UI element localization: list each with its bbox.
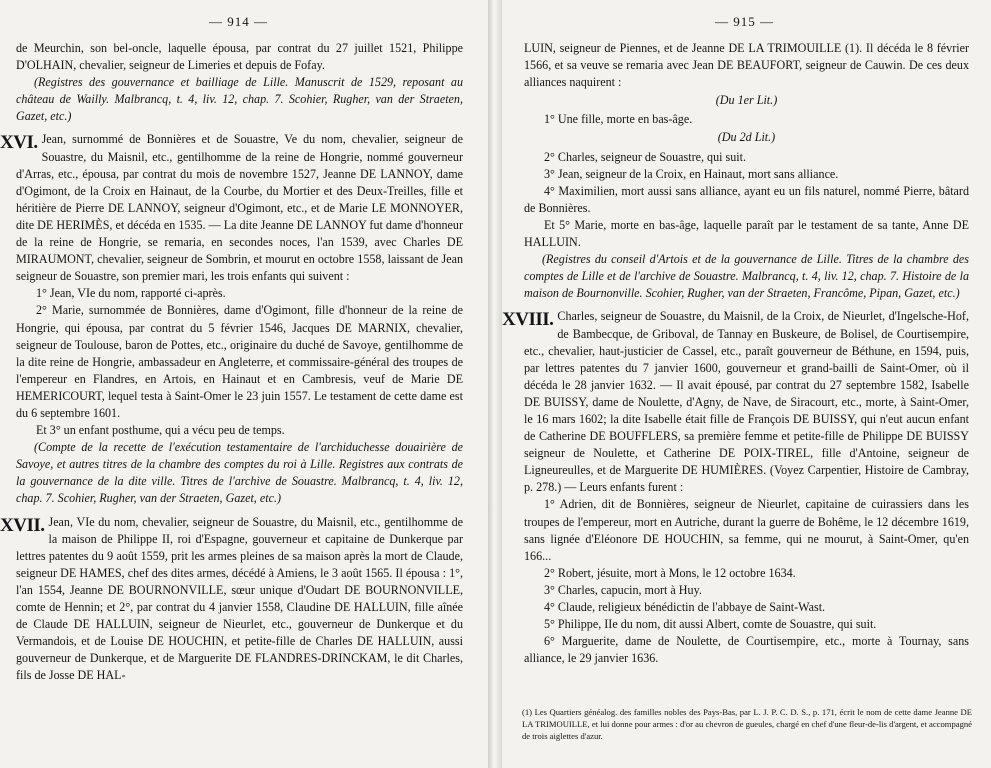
generation-number: XVIII. bbox=[502, 309, 554, 331]
section-heading: (Du 1er Lit.) bbox=[715, 93, 778, 108]
paragraph: 3° Jean, seigneur de la Croix, en Hainaut, mort sans alliance. bbox=[544, 166, 839, 181]
paragraph: 1° Jean, VIe du nom, rapporté ci-après. bbox=[36, 286, 226, 301]
paragraph: Et 5° Marie, morte en bas-âge, laquelle paraît par le testament de sa tante, Anne DE HALLUIN. bbox=[524, 217, 969, 250]
source-citation: (Registres du conseil d'Artois et de la gouvernance de Lille. Titres de la chambre des comptes de Lille et de l'archive de Souastre. Malbrancq, t. 4, liv. 12, chap. 7. Histoire de la maison de Bournonville. Scohier, Rugher, van der Straeten, Francôme, Pipan, Gazet, etc.) bbox=[524, 252, 969, 301]
footnote: (1) Les Quartiers généalog. des familles nobles des Pays-Bas, par L. J. P. C. D. S., p. 171, écrit le nom de cette dame Jeanne DE LA TRIMOUILLE, et lui donne pour armes : d'or au chevron de gueules, chargé en chef d'une fleur-de-lis d'argent, et accompagné de trois aiglettes d'azur. bbox=[522, 707, 972, 741]
paragraph: 1° Une fille, morte en bas-âge. bbox=[544, 112, 693, 127]
paragraph: Et 3° un enfant posthume, qui a vécu peu de temps. bbox=[36, 423, 285, 438]
paragraph: 1° Adrien, dit de Bonnières, seigneur de Nieurlet, capitaine de cuirassiers dans les troupes de l'empereur, mort en Autriche, durant la guerre de Bohême, le 12 décembre 1619, sans lignée d'Eléonore DE HOUCHIN, sa femme, qui ne mourut, à Saint-Omer, qu'en 166... bbox=[524, 497, 969, 563]
generation-entry bbox=[0, 514, 463, 685]
paragraph: 2° Marie, surnommée de Bonnières, dame d'Ogimont, fille d'honneur de la reine de Hongrie, qui épousa, par contrat du 5 février 1546, Jacques DE MARNIX, chevalier, seigneur de Toulouse, baron de Pottes, etc., originaire du duché de Savoye, gentilhomme de la dite reine de Hongrie, ambassadeur en Angleterre, et commissaire-général des troupes de l'empereur en Flandres, en Artois, en Hainaut et en Cambresis, veuf de Marie DE HEMERICOURT, lequel testa à Saint-Omer le 23 juin 1557. Le testament de cette dame est du 6 septembre 1601. bbox=[16, 303, 463, 420]
book-gutter bbox=[488, 0, 502, 768]
source-citation: (Registres des gouvernance et bailliage de Lille. Manuscrit de 1529, reposant au château de Wailly. Malbrancq, t. 4, liv. 12, chap. 7. Scohier, Rugher, van der Straeten, Gazet, etc.) bbox=[16, 75, 463, 124]
generation-number: XVI. bbox=[0, 132, 38, 154]
generation-number: XVII. bbox=[0, 514, 45, 536]
right-page bbox=[502, 0, 991, 768]
paragraph: Charles, seigneur de Souastre, du Maisnil, de la Croix, de Nieurlet, d'Ingelsche-Hof, de Bambecque, de Griboval, de Tannay en Buskeure, de Bolisel, de Courtisempire, etc., chevalier, haut-justicier de Cassel, etc., paraît gouverneur de Béthune, en 1594, puis, par lettres patentes du 7 janvier 1600, gouverneur et grand-bailli de Saint-Omer, où il décéda le 28 janvier 1632. — Il avait épousé, par contrat du 27 septembre 1582, Isabelle DE BUISSY, dame de Noulette, d'Agny, de Nave, de Siracourt, etc., morte, à Saint-Omer, le 16 mars 1602; la dite Isabelle était fille de François DE BUISSY, qui n'eut aucun enfant de Catherine DE BOUFFLERS, sa première femme et petite-fille de Philippe DE BUISSY seigneur de Noulette, et Catherine DE POIX-TIREL, fille d'Antoine, seigneur de Ligneureulles, et de Marguerite DE HUMIÈRES. (Voyez Carpentier, Histoire de Cambray, p. 278.) — Leurs enfants furent : bbox=[524, 309, 969, 495]
page-number: — 914 — bbox=[209, 14, 268, 29]
paragraph: 6° Marguerite, dame de Noulette, de Courtisempire, etc., morte à Tournay, sans alliance, le 29 janvier 1636. bbox=[524, 634, 969, 666]
paragraph: 2° Charles, seigneur de Souastre, qui suit. bbox=[544, 149, 746, 164]
paragraph: Jean, surnommé de Bonnières et de Souastre, Ve du nom, chevalier, seigneur de Souastre, du Maisnil, etc., gentilhomme de la reine de Hongrie, nommé gouverneur d'Arras, etc., épousa, par contrat du mois de novembre 1527, Jeanne DE LANNOY, dame d'Ogimont, de la Croix en Hainaut, de la Courbe, du Mortier et des Deux-Treilles, fille et héritière de Pierre DE LANNOY, seigneur d'Ogimont, etc., et de Marie LE MONNOYER, dite DE HERIMÈS, et décéda en 1535. — La dite Jeanne DE LANNOY fut dame d'honneur de la reine de Hongrie, se remaria, en secondes noces, l'an 1539, avec Charles DE MIRAUMONT, chevalier, seigneur de Sombrin, et mourut en octobre 1558, laissant de Jean seigneur de Souastre, son premier mari, les trois enfants qui suivent : bbox=[16, 132, 463, 284]
source-citation: (Compte de la recette de l'exécution testamentaire de l'archiduchesse douairière de Savoye, et autres titres de la chambre des comptes du roi à Lille. Registres aux contrats de la gouvernance de la dite ville. Titres de l'archive de Souastre. Malbrancq, t. 4, liv. 12, chap. 7. Scohier, Rugher, van der Straeten, Gazet, etc.) bbox=[16, 440, 463, 506]
page-body bbox=[502, 40, 969, 667]
generation-entry bbox=[502, 308, 969, 496]
page-body bbox=[0, 40, 463, 684]
page-number: — 915 — bbox=[715, 14, 774, 29]
paragraph: Jean, VIe du nom, chevalier, seigneur de Souastre, du Maisnil, etc., gentilhomme de la maison de Philippe II, roi d'Espagne, gouverneur et capitaine de Dunkerque par lettres patentes du 9 août 1559, prit les armes pleines de sa maison après la mort de Claude, seigneur DE HAMES, chef des dites armes, décédé à Amiens, le 3 août 1565. Il épousa : 1°, l'an 1554, Jeanne DE BOURNONVILLE, sœur unique d'Oudart DE BOURNONVILLE, comte de Hennin; et 2°, par contrat du 4 janvier 1558, Claudine DE HALLUIN, fille aînée de Claude DE HALLUIN, seigneur de Nieurlet, etc., gouverneur de Dunkerque et du Vermandois, et de Louise DE HOUCHIN, et petite-fille de Charles DE HALLUIN, aussi gouverneur de Dunkerque, et de Marguerite DE FLANDRES-DRINCKAM, le dit Charles, fils de Josse DE HAL- bbox=[16, 514, 463, 683]
paragraph: 2° Robert, jésuite, mort à Mons, le 12 octobre 1634. bbox=[544, 565, 796, 580]
paragraph: 3° Charles, capucin, mort à Huy. bbox=[544, 582, 702, 597]
left-page bbox=[0, 0, 488, 768]
section-heading: (Du 2d Lit.) bbox=[717, 130, 776, 145]
paragraph: 4° Claude, religieux bénédictin de l'abbaye de Saint-Wast. bbox=[544, 600, 826, 614]
paragraph: 4° Maximilien, mort aussi sans alliance, ayant eu un fils naturel, nommé Pierre, bâtard de Bonnières. bbox=[524, 183, 969, 215]
generation-entry bbox=[0, 131, 463, 285]
paragraph: 5° Philippe, IIe du nom, dit aussi Albert, comte de Souastre, qui suit. bbox=[544, 617, 877, 632]
paragraph: LUIN, seigneur de Piennes, et de Jeanne DE LA TRIMOUILLE (1). Il décéda le 8 février 1566, et sa veuve se remaria avec Jean DE BEAUFORT, seigneur de Cauwin. De ces deux alliances naquirent : bbox=[524, 41, 969, 90]
paragraph: de Meurchin, son bel-oncle, laquelle épousa, par contrat du 27 juillet 1521, Philippe D'OLHAIN, chevalier, seigneur de Limeries et depuis de Fofay. bbox=[16, 41, 463, 73]
